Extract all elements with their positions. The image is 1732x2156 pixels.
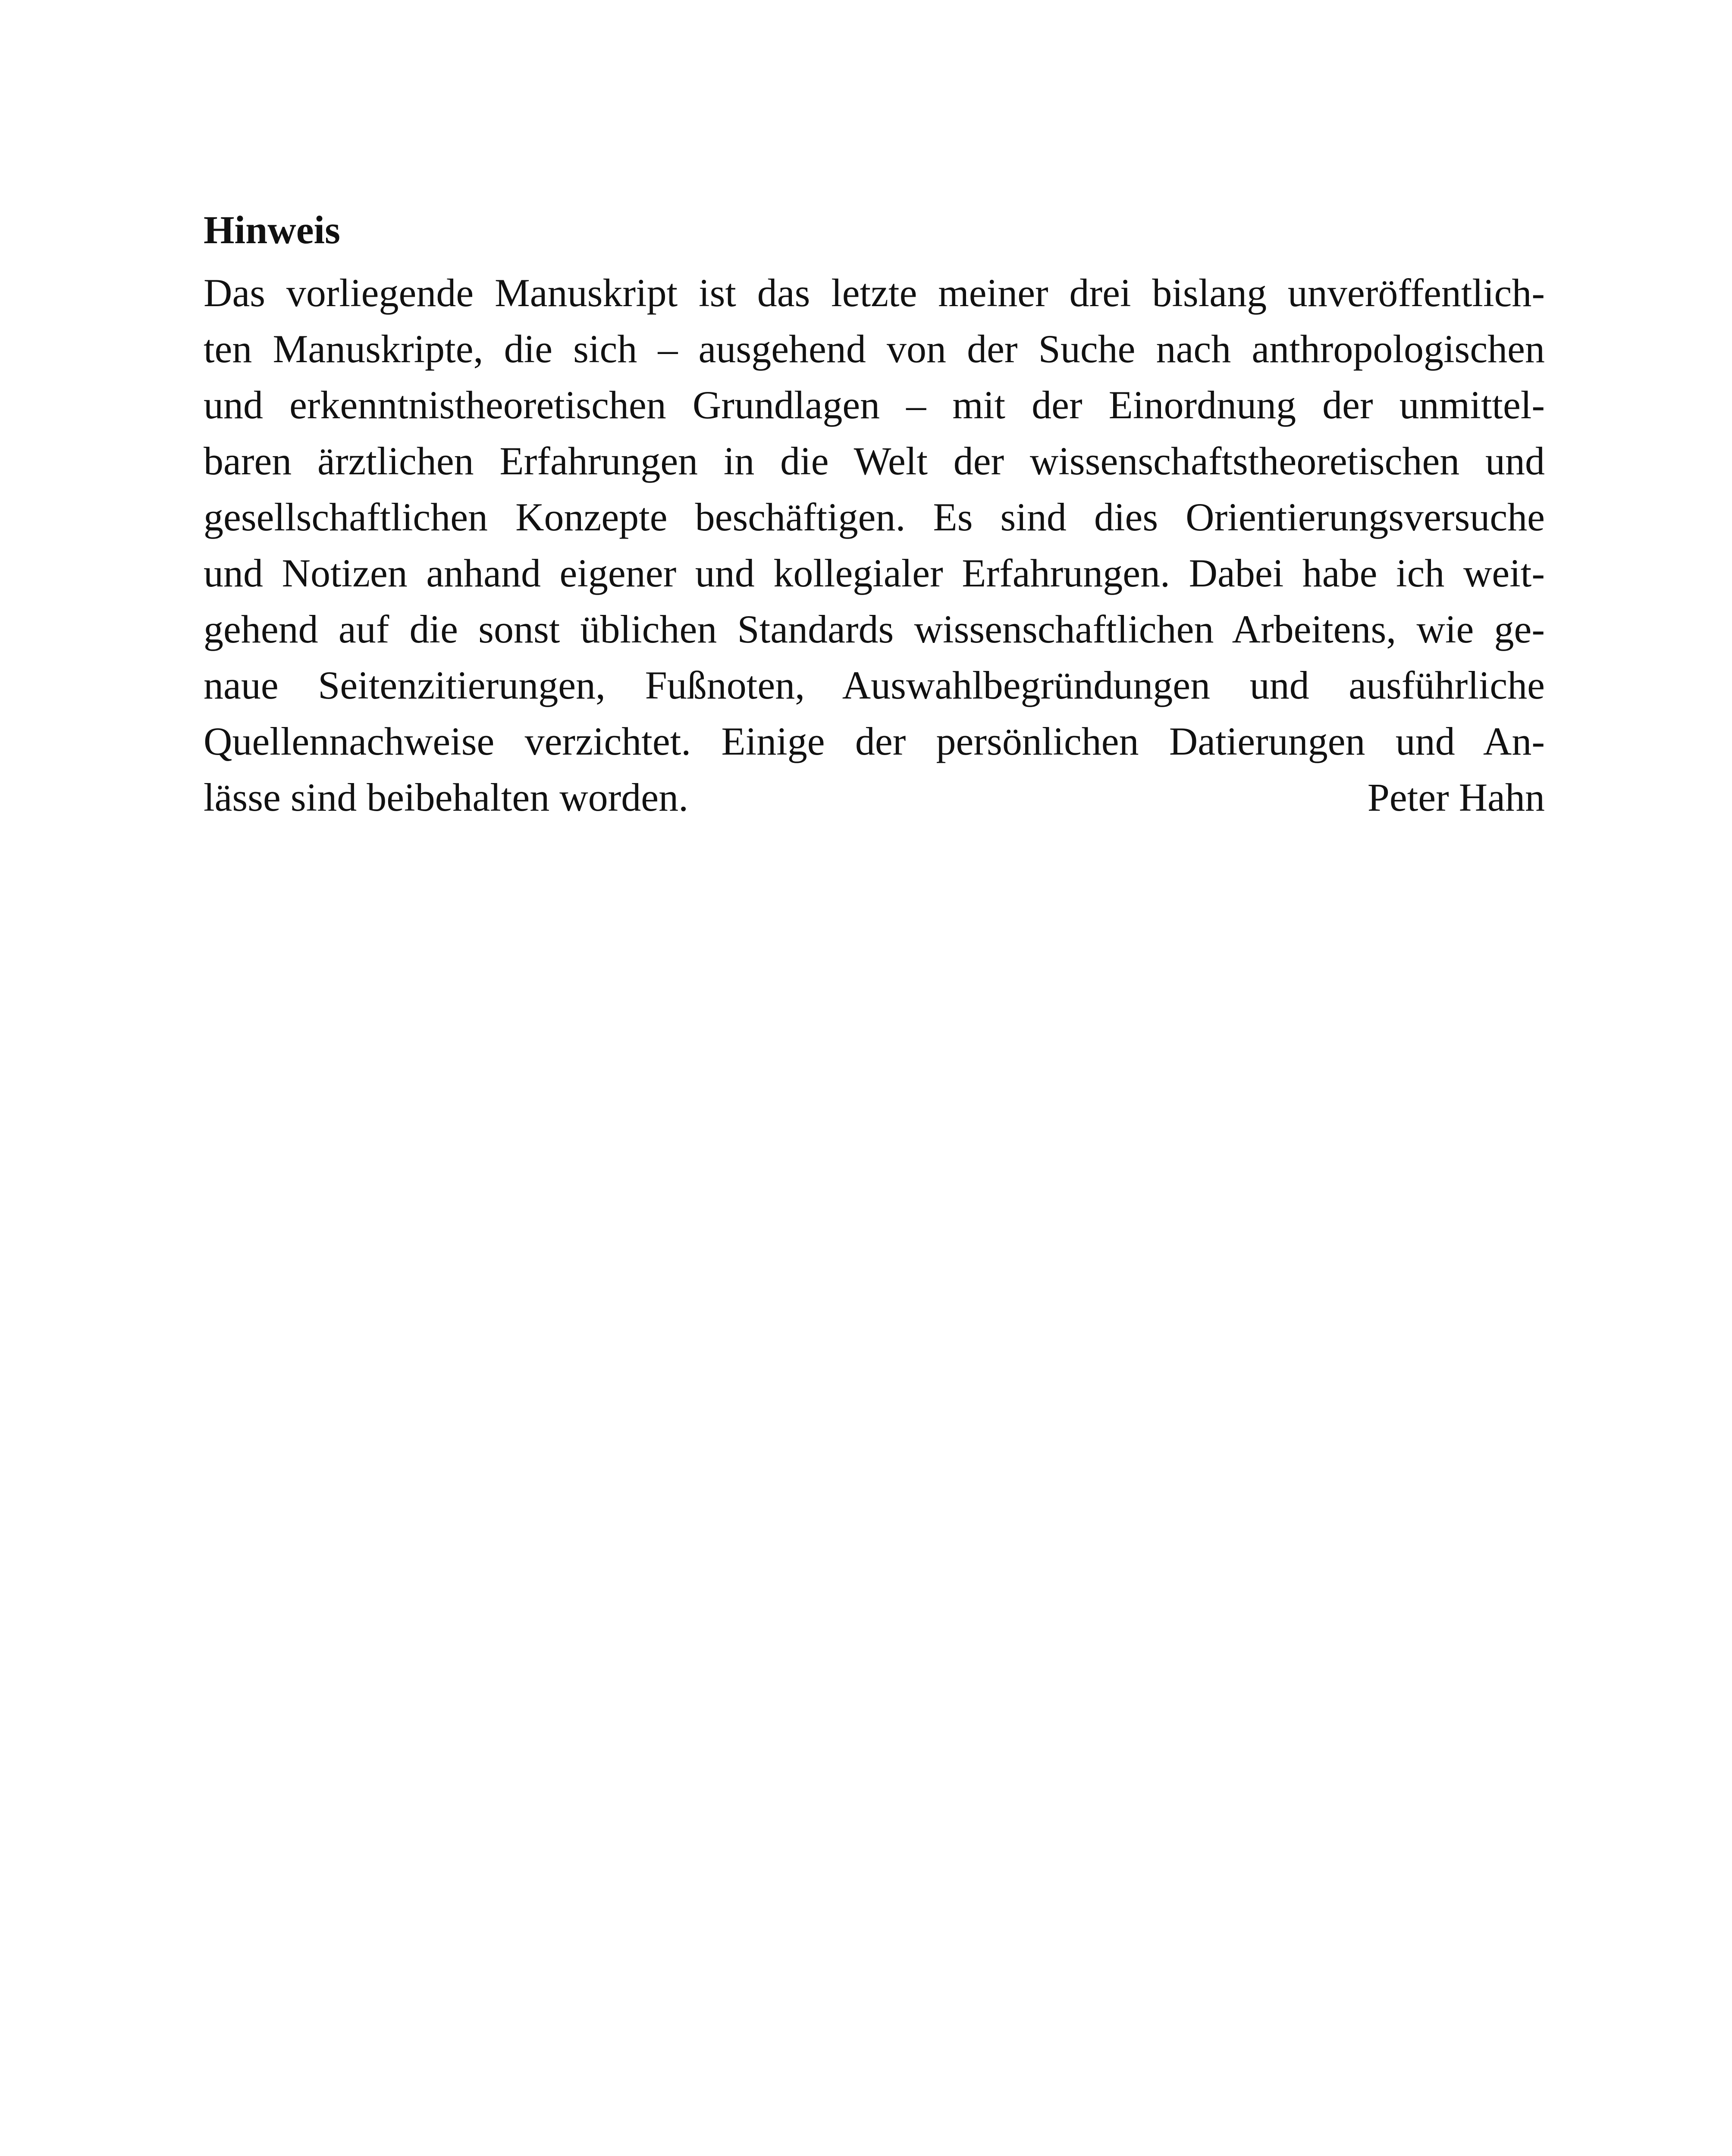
paragraph-last-line [204, 769, 1545, 825]
paragraph-line-4: baren ärztlichen Erfahrungen in die Welt der wissenschaftstheoretischen und [204, 439, 1545, 483]
paragraph-line-2: ten Manuskripte, die sich – ausgehend von der Suche nach anthropologischen [204, 327, 1545, 371]
paragraph-line-10: lässe sind beibehalten worden. [204, 775, 689, 819]
paragraph-line-5: gesellschaftlichen Konzepte beschäftigen. Es sind dies Orientierungsversuche [204, 495, 1545, 539]
paragraph-line-1: Das vorliegende Manuskript ist das letzte meiner drei bislang unveröffentlich- [204, 271, 1545, 315]
paragraph-line-9: Quellennachweise verzichtet. Einige der persönlichen Datierungen und An- [204, 719, 1545, 763]
body-paragraph [204, 265, 1545, 825]
note-section [204, 202, 1545, 825]
author-signature: Peter Hahn [1367, 775, 1545, 819]
paragraph-line-7: gehend auf die sonst üblichen Standards wissenschaftlichen Arbeitens, wie ge- [204, 607, 1545, 651]
paragraph-line-3: und erkenntnistheoretischen Grundlagen – mit der Einordnung der unmittel- [204, 383, 1545, 427]
paragraph-line-6: und Notizen anhand eigener und kollegialer Erfahrungen. Dabei habe ich weit- [204, 551, 1545, 595]
paragraph-line-8: naue Seitenzitierungen, Fußnoten, Auswahlbegründungen und ausführliche [204, 663, 1545, 707]
section-heading: Hinweis [204, 208, 340, 252]
